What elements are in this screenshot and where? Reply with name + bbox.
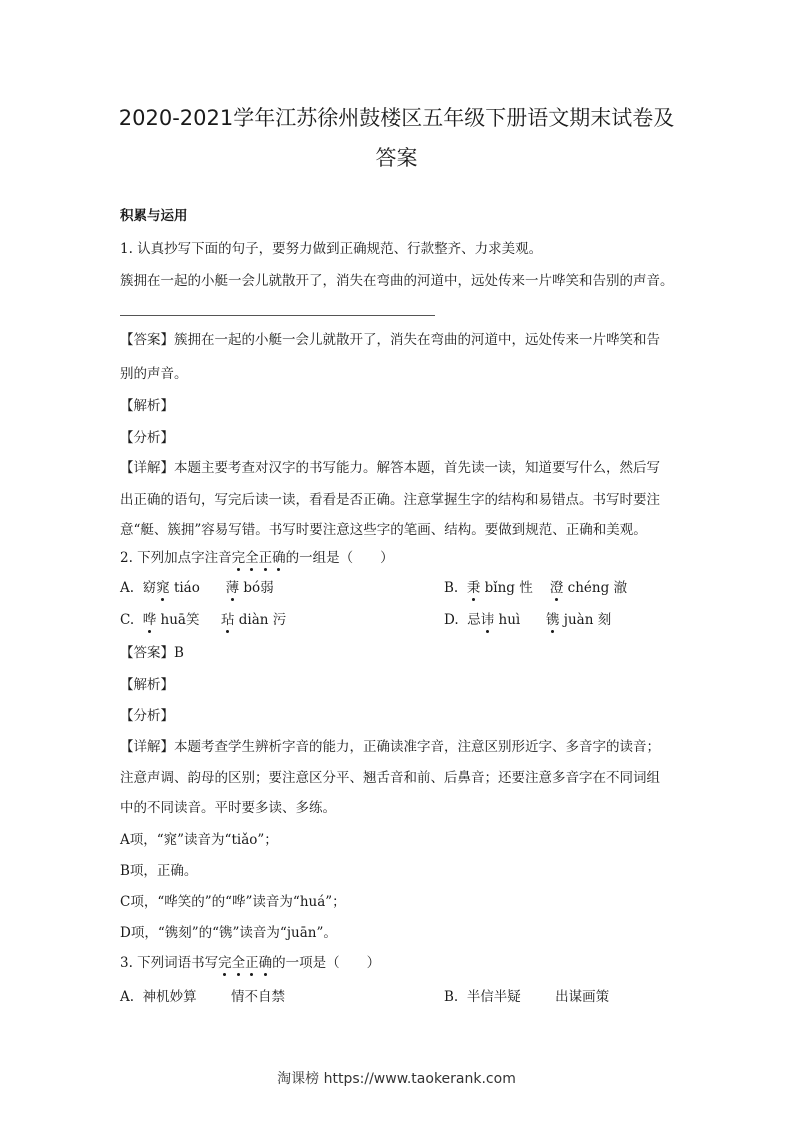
option-word: 出谋画策 — [555, 989, 610, 1005]
option-word: 半信半疑 — [466, 989, 521, 1005]
pinyin: bǐng — [484, 580, 515, 596]
q2-detail-line1: 【详解】本题考查学生辨析字音的能力，正确读准字音，注意区别形近字、多音字的读音； — [120, 739, 660, 755]
option-char: 污 — [272, 612, 287, 628]
emphasis-char: 完 — [218, 955, 232, 971]
q3-option-a — [120, 987, 285, 1007]
option-label: B. — [444, 580, 459, 596]
pinyin: tiáo — [173, 580, 200, 596]
pinyin: juàn — [563, 612, 594, 628]
q1-answer-line2: 别的声音。 — [120, 366, 188, 382]
q2-option-b — [444, 578, 627, 598]
option-char: 窈 — [142, 580, 157, 596]
q3-stem-emphasis — [218, 955, 272, 971]
emphasis-char: 完 — [231, 550, 246, 566]
q3-stem — [120, 953, 380, 973]
dotted-char: 镌 — [546, 612, 560, 628]
q3-stem-part2: 的一项是（ ） — [272, 955, 381, 971]
option-char: 弱 — [260, 580, 274, 596]
q2-detail-line2: 注意声调、韵母的区别；要注意区分平、翘舌音和前、后鼻音；还要注意多音字在不同词组 — [120, 770, 660, 786]
document-title-line2: 答案 — [375, 146, 418, 170]
q2-stem-emphasis — [232, 550, 286, 566]
q1-detail-line1: 【详解】本题主要考查对汉字的书写能力。解答本题，首先读一读，知道要写什么，然后写 — [120, 460, 660, 476]
q2-detail-line3: 中的不同读音。平时要多读、多练。 — [120, 800, 336, 816]
emphasis-char: 全 — [245, 550, 259, 566]
footer-watermark[interactable]: 淘课榜 https://www.taokerank.com — [277, 1071, 516, 1087]
q1-detail-line3: 意“艇、簇拥”容易写错。书写时要注意这些字的笔画、结构。要做到规范、正确和美观。 — [120, 522, 647, 538]
pinyin: chéng — [567, 580, 610, 596]
pinyin: huì — [498, 612, 521, 628]
q2-option-d — [444, 610, 611, 630]
option-label: D. — [444, 612, 459, 628]
q3-stem-part1: 3. 下列词语书写 — [120, 955, 219, 971]
dotted-char: 哗 — [142, 612, 157, 628]
option-word: 情不自禁 — [230, 989, 285, 1005]
q1-sentence: 簇拥在一起的小艇一会儿就散开了，消失在弯曲的河道中，远处传来一片哗笑和告别的声音。 — [120, 273, 674, 289]
emphasis-char: 确 — [258, 955, 273, 971]
q2-item-b: B项，正确。 — [120, 863, 198, 879]
emphasis-char: 确 — [272, 550, 286, 566]
option-label: B. — [444, 989, 459, 1005]
dotted-char: 澄 — [549, 580, 564, 596]
pinyin: huā — [160, 612, 186, 628]
q1-analysis-label: 【解析】 — [120, 398, 174, 414]
q2-item-a: A项，“窕”读音为“tiǎo”； — [120, 832, 278, 848]
q2-analysis-label: 【解析】 — [120, 677, 174, 693]
q2-stem-part1: 2. 下列加点字注音 — [120, 550, 232, 566]
q2-answer: 【答案】B — [120, 645, 184, 661]
dotted-char: 秉 — [466, 580, 481, 596]
q2-option-a — [120, 578, 274, 598]
option-char: 忌 — [467, 612, 481, 628]
q2-option-c — [120, 610, 286, 630]
q1-answer-line1: 【答案】簇拥在一起的小艇一会儿就散开了，消失在弯曲的河道中，远处传来一片哗笑和告 — [120, 332, 660, 348]
option-label: C. — [120, 612, 135, 628]
option-char: 澈 — [613, 580, 628, 596]
document-title-line1: 2020-2021学年江苏徐州鼓楼区五年级下册语文期末试卷及 — [118, 106, 675, 130]
option-char: 刻 — [597, 612, 612, 628]
option-word: 神机妙算 — [142, 989, 197, 1005]
dotted-char: 玷 — [220, 612, 235, 628]
q2-item-c: C项，“哗笑的”的“哗”读音为“huá”； — [120, 894, 346, 910]
option-char: 笑 — [185, 612, 200, 628]
q1-writing-line — [120, 315, 435, 316]
q1-stem: 1. 认真抄写下面的句子，要努力做到正确规范、行款整齐、力求美观。 — [120, 241, 543, 257]
emphasis-char: 正 — [245, 955, 259, 971]
q2-item-d: D项，“镌刻”的“镌”读音为“juān”。 — [120, 925, 337, 941]
q2-fenxi-label: 【分析】 — [120, 708, 174, 724]
option-char: 性 — [519, 580, 533, 596]
pinyin: bó — [243, 580, 261, 596]
emphasis-char: 正 — [258, 550, 273, 566]
dotted-char: 薄 — [225, 580, 240, 596]
q1-detail-line2: 出正确的语句，写完后读一读，看看是否正确。注意掌握生字的结构和易错点。书写时要注 — [120, 492, 660, 508]
option-label: A. — [120, 580, 135, 596]
section-heading: 积累与运用 — [120, 208, 188, 224]
emphasis-char: 全 — [231, 955, 246, 971]
q2-stem-part2: 的一组是（ ） — [285, 550, 394, 566]
dotted-char: 讳 — [480, 612, 495, 628]
q2-stem — [120, 548, 394, 568]
option-label: A. — [120, 989, 135, 1005]
q1-fenxi-label: 【分析】 — [120, 430, 174, 446]
dotted-char: 窕 — [156, 580, 170, 596]
pinyin: diàn — [238, 612, 269, 628]
q3-option-b — [444, 987, 609, 1007]
